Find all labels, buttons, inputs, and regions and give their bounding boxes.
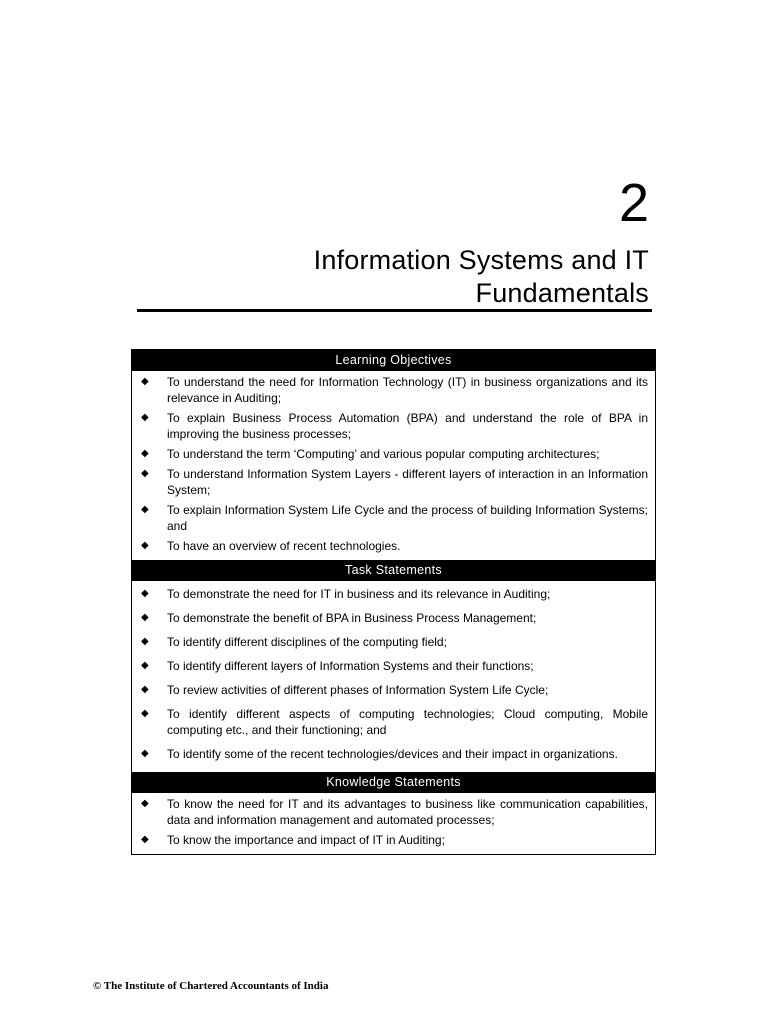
list-item <box>132 466 648 498</box>
list-item <box>132 832 648 848</box>
list-item <box>132 610 648 626</box>
list-item-text: To explain Business Process Automation (BPA) and understand the role of BPA in improving the business processes; <box>167 411 648 441</box>
list-item-text: To identify different disciplines of the computing field; <box>167 635 447 649</box>
list-item-text: To identify some of the recent technologies/devices and their impact in organizations. <box>167 747 618 761</box>
list-item <box>132 502 648 534</box>
diamond-bullet-icon: ◆ <box>141 448 149 459</box>
list-item <box>132 634 648 650</box>
chapter-title-line1: Information Systems and IT <box>313 245 649 275</box>
list-item-text: To demonstrate the need for IT in business and its relevance in Auditing; <box>167 587 551 601</box>
list-item-text: To demonstrate the benefit of BPA in Business Process Management; <box>167 611 537 625</box>
objectives-table <box>131 349 656 855</box>
list-item-text: To identify different layers of Information Systems and their functions; <box>167 659 534 673</box>
list-item-text: To identify different aspects of computing technologies; Cloud computing, Mobile computing etc., and their functioning; and <box>167 707 648 737</box>
learning-objectives-header: Learning Objectives <box>132 350 655 371</box>
list-item <box>132 746 648 762</box>
list-item-text: To know the importance and impact of IT in Auditing; <box>167 833 445 847</box>
diamond-bullet-icon: ◆ <box>141 834 149 845</box>
title-rule <box>137 309 652 312</box>
knowledge-statements-header: Knowledge Statements <box>132 772 655 793</box>
list-item-text: To review activities of different phases of Information System Life Cycle; <box>167 683 549 697</box>
diamond-bullet-icon: ◆ <box>141 468 149 479</box>
list-item <box>132 410 648 442</box>
list-item <box>132 538 648 554</box>
list-item-text: To understand the need for Information Technology (IT) in business organizations and its relevance in Auditing; <box>167 375 648 405</box>
diamond-bullet-icon: ◆ <box>141 612 149 623</box>
list-item-text: To know the need for IT and its advantages to business like communication capabilities, data and information management and automated processes; <box>167 797 648 827</box>
diamond-bullet-icon: ◆ <box>141 684 149 695</box>
diamond-bullet-icon: ◆ <box>141 748 149 759</box>
task-statements-list <box>132 581 655 772</box>
list-item-text: To understand Information System Layers - different layers of interaction in an Information System; <box>167 467 648 497</box>
chapter-number: 2 <box>618 173 649 233</box>
diamond-bullet-icon: ◆ <box>141 412 149 423</box>
diamond-bullet-icon: ◆ <box>141 540 149 551</box>
list-item-text: To understand the term ‘Computing’ and various popular computing architectures; <box>167 447 600 461</box>
chapter-title <box>229 244 649 310</box>
list-item <box>132 374 648 406</box>
list-item-text: To have an overview of recent technologies. <box>167 539 401 553</box>
list-item-text: To explain Information System Life Cycle and the process of building Information Systems; and <box>167 503 648 533</box>
diamond-bullet-icon: ◆ <box>141 636 149 647</box>
learning-objectives-list <box>132 371 655 560</box>
knowledge-statements-list <box>132 793 655 854</box>
list-item <box>132 796 648 828</box>
copyright-footer: © The Institute of Chartered Accountants of India <box>93 980 329 992</box>
diamond-bullet-icon: ◆ <box>141 588 149 599</box>
diamond-bullet-icon: ◆ <box>141 660 149 671</box>
list-item <box>132 706 648 738</box>
diamond-bullet-icon: ◆ <box>141 376 149 387</box>
diamond-bullet-icon: ◆ <box>141 504 149 515</box>
list-item <box>132 682 648 698</box>
chapter-title-line2: Fundamentals <box>475 278 649 308</box>
list-item <box>132 586 648 602</box>
list-item <box>132 658 648 674</box>
list-item <box>132 446 648 462</box>
diamond-bullet-icon: ◆ <box>141 798 149 809</box>
task-statements-header: Task Statements <box>132 560 655 581</box>
diamond-bullet-icon: ◆ <box>141 708 149 719</box>
